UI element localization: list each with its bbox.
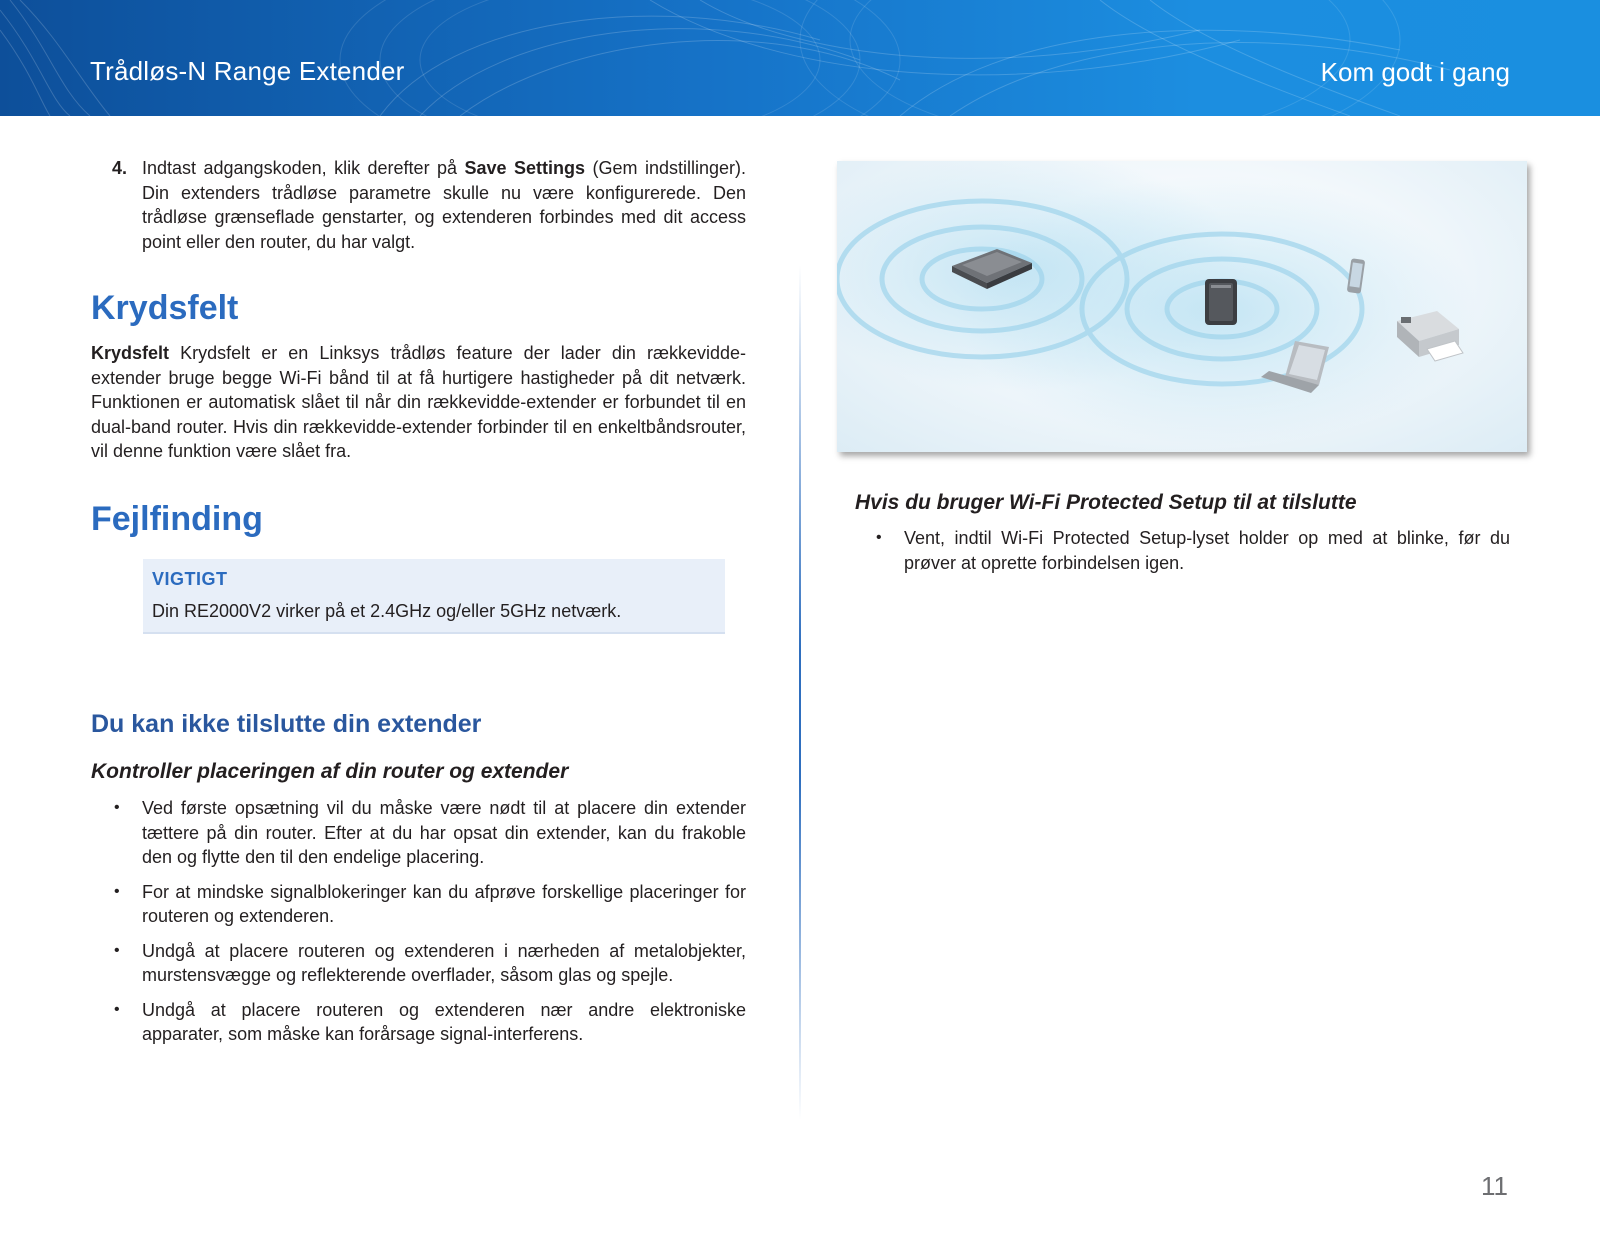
page-number: 11 (1481, 1171, 1508, 1201)
step-4 (112, 156, 746, 254)
cannot-connect-heading: Du kan ikke tilslutte din extender (91, 710, 482, 738)
save-settings-bold: Save Settings (464, 158, 586, 178)
important-note (143, 559, 725, 634)
list-item (112, 939, 746, 988)
krydsfelt-paragraph (91, 341, 746, 464)
list-item-text: Undgå at placere routeren og extenderen nær andre elektroniske apparater, som måske kan forårsage signal-interferens. (142, 999, 746, 1044)
wps-subheading: Hvis du bruger Wi-Fi Protected Setup til at tilslutte (855, 491, 1357, 514)
network-illustration (837, 161, 1527, 452)
list-item (112, 998, 746, 1047)
list-item (112, 880, 746, 929)
wps-bullet-list (874, 526, 1510, 575)
list-item-text: Undgå at placere routeren og extenderen i nærheden af metalobjekter, murstensvægge og reflekterende overflader, såsom glas og spejle. (142, 940, 746, 985)
note-label: VIGTIGT (152, 569, 228, 589)
krydsfelt-text: Krydsfelt er en Linksys trådløs feature der lader din rækkevidde-extender bruge begge Wi-Fi bånd til at få hurtigere hastigheder på dit netværk. Funktionen er automatisk slået til når din rækkevidde-extender er forbundet til en dual-band router. Hvis din rækkevidde-extender forbinder til en enkeltbåndsrouter, vil denne funktion være slået fra. (91, 343, 746, 461)
krydsfelt-bold-lead: Krydsfelt (91, 343, 170, 363)
section-title: Kom godt i gang (1320, 57, 1510, 87)
column-divider (799, 265, 801, 1120)
list-item-text: Vent, indtil Wi-Fi Protected Setup-lyset holder op med at blinke, før du prøver at oprette forbindelsen igen. (904, 528, 1510, 573)
krydsfelt-heading: Krydsfelt (91, 289, 239, 327)
list-item (112, 796, 746, 870)
note-text: Din RE2000V2 virker på et 2.4GHz og/eller 5GHz netværk. (152, 601, 622, 621)
header-banner (0, 0, 1600, 116)
network-illustration-drawing (837, 161, 1527, 452)
step-text-after: (Gem indstillinger). Din extenders trådløse parametre skulle nu være konfigurerede. Den trådløse grænseflade genstarter, og extenderen forbindes med dit access point eller den router, du har valgt. (142, 158, 746, 252)
document-title: Trådløs-N Range Extender (90, 56, 405, 86)
list-item (874, 526, 1510, 575)
bullet-icon: • (114, 882, 120, 900)
bullet-icon: • (114, 941, 120, 959)
placement-bullet-list (112, 796, 746, 1057)
step-number: 4. (112, 158, 128, 178)
placement-subheading: Kontroller placeringen af din router og extender (91, 760, 569, 783)
bullet-icon: • (114, 1000, 120, 1018)
extender-icon (1205, 279, 1237, 325)
step-text-before: Indtast adgangskoden, klik derefter på (142, 158, 465, 178)
fejlfinding-heading: Fejlfinding (91, 500, 263, 538)
bullet-icon: • (114, 799, 120, 816)
list-item-text: For at mindske signalblokeringer kan du afprøve forskellige placeringer for routeren og extenderen. (142, 881, 746, 926)
list-item-text: Ved første opsætning vil du måske være nødt til at placere din extender tættere på din router. Efter at du har opsat din extender, kan du frakoble den og flytte den til den endelige placering. (142, 798, 746, 867)
bullet-icon: • (876, 529, 882, 546)
step-text (142, 156, 746, 254)
